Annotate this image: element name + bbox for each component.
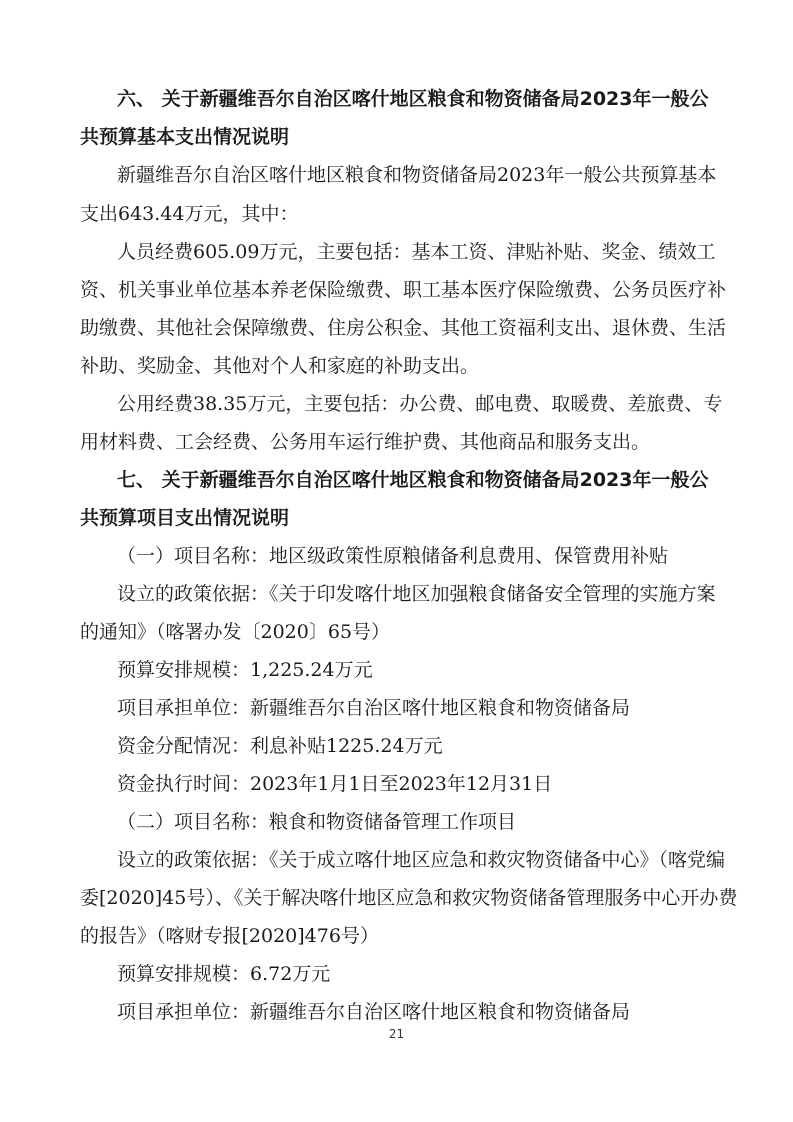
project-one-name: （一）项目名称：地区级政策性原粮储备利息费用、保管费用补贴: [117, 545, 669, 567]
paragraph-line: 助缴费、其他社会保障缴费、住房公积金、其他工资福利支出、退休费、生活: [80, 317, 727, 339]
paragraph-line: 支出643.44万元，其中：: [80, 203, 299, 225]
paragraph-line: 委[2020]45号）、《关于解决喀什地区应急和救灾物资储备管理服务中心开办费: [80, 887, 738, 909]
section-seven-heading-line2: 共预算项目支出情况说明: [80, 507, 290, 529]
section-seven-heading-line1: 七、 关于新疆维吾尔自治区喀什地区粮食和物资储备局2023年一般公: [117, 469, 709, 491]
paragraph-line: 资、机关事业单位基本养老保险缴费、职工基本医疗保险缴费、公务员医疗补: [80, 279, 727, 301]
paragraph-line: 预算安排规模：1,225.24万元: [117, 659, 373, 681]
paragraph-line: 用材料费、工会经费、公务用车运行维护费、其他商品和服务支出。: [80, 431, 651, 453]
paragraph-line: 公用经费38.35万元，主要包括：办公费、邮电费、取暖费、差旅费、专: [117, 393, 723, 415]
paragraph-line: 补助、奖励金、其他对个人和家庭的补助支出。: [80, 355, 480, 377]
paragraph-line: 项目承担单位：新疆维吾尔自治区喀什地区粮食和物资储备局: [117, 697, 631, 719]
section-six-heading-line2: 共预算基本支出情况说明: [80, 126, 290, 148]
paragraph-line: 人员经费605.09万元，主要包括：基本工资、津贴补贴、奖金、绩效工: [117, 241, 716, 263]
section-six-heading-line1: 六、 关于新疆维吾尔自治区喀什地区粮食和物资储备局2023年一般公: [117, 88, 709, 110]
paragraph-line: 设立的政策依据：《关于印发喀什地区加强粮食储备安全管理的实施方案: [117, 583, 716, 605]
paragraph-line: 的通知》（喀署办发〔2020〕65号）: [80, 621, 391, 643]
paragraph-line: 设立的政策依据：《关于成立喀什地区应急和救灾物资储备中心》（喀党编: [117, 849, 726, 871]
paragraph-line: 资金分配情况：利息补贴1225.24万元: [117, 735, 443, 757]
paragraph-line: 的报告》（喀财专报[2020]476号）: [80, 925, 379, 947]
page-number: 21: [388, 1027, 405, 1041]
paragraph-line: 资金执行时间：2023年1月1日至2023年12月31日: [117, 773, 553, 795]
paragraph-line: 新疆维吾尔自治区喀什地区粮食和物资储备局2023年一般公共预算基本: [117, 164, 717, 186]
paragraph-line: 预算安排规模：6.72万元: [117, 963, 331, 985]
paragraph-line: 项目承担单位：新疆维吾尔自治区喀什地区粮食和物资储备局: [117, 1001, 631, 1023]
project-two-name: （二）项目名称：粮食和物资储备管理工作项目: [117, 811, 517, 833]
